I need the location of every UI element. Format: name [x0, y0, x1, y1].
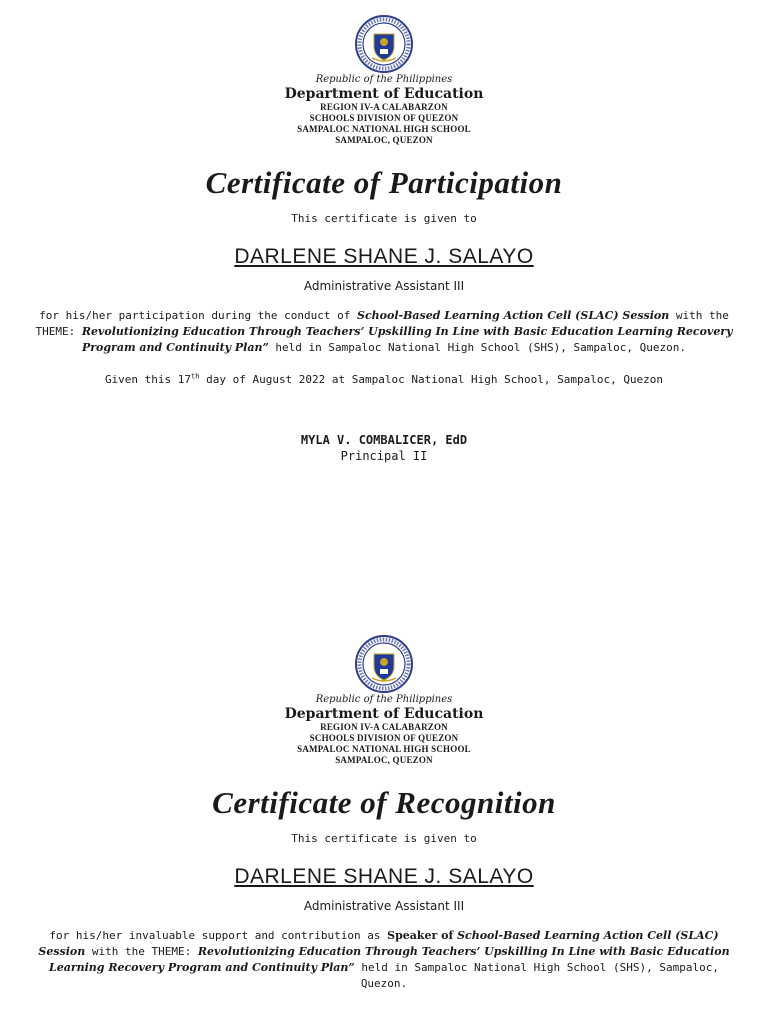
header-location: SAMPALOC, QUEZON: [335, 755, 433, 765]
header-location: SAMPALOC, QUEZON: [335, 135, 433, 145]
recipient-position: Administrative Assistant III: [303, 279, 465, 293]
certificate-recognition: [0, 634, 768, 992]
certificate-title: Certificate of Participation: [205, 165, 563, 200]
body-text-part: held in Sampaloc National High School (SHS), Sampaloc, Quezon.: [354, 961, 720, 990]
given-date: [0, 372, 768, 388]
certificate-participation: [0, 14, 768, 464]
certificate-body: [34, 308, 734, 356]
signatory-name: MYLA V. COMBALICER, EdD: [300, 433, 468, 447]
header-region: REGION IV-A CALABARZON: [320, 102, 448, 112]
header-republic: Republic of the Philippines: [315, 694, 453, 705]
session-name: School-Based Learning Action Cell (SLAC) Session: [38, 929, 719, 958]
body-text-part: for his/her invaluable support and contribution as: [49, 929, 388, 942]
header-region: REGION IV-A CALABARZON: [320, 722, 448, 732]
theme-text: Revolutionizing Education Through Teachers’ Upskilling In Line with Basic Education Learning Recovery Program and Continuity Plan”: [81, 325, 733, 354]
recipient-position: Administrative Assistant III: [303, 899, 465, 913]
body-text-part: with the THEME:: [35, 309, 729, 338]
speaker-label: Speaker of: [387, 929, 458, 942]
given-date-ordinal: th: [191, 372, 200, 381]
deped-seal-icon: [354, 14, 414, 74]
certificate-body: [34, 928, 734, 992]
header-department: Department of Education: [284, 706, 484, 722]
recipient-name: DARLENE SHANE J. SALAYO: [234, 245, 534, 268]
body-text-part: for his/her participation during the conduct of: [39, 309, 358, 322]
given-date-suffix: day of August 2022 at Sampaloc National High School, Sampaloc, Quezon: [199, 373, 664, 386]
header-school: SAMPALOC NATIONAL HIGH SCHOOL: [297, 124, 471, 134]
header-school: SAMPALOC NATIONAL HIGH SCHOOL: [297, 744, 471, 754]
body-text-part: with the THEME:: [85, 945, 198, 958]
header-division: SCHOOLS DIVISION OF QUEZON: [309, 113, 459, 123]
given-to-text: This certificate is given to: [291, 832, 477, 845]
theme-text: Revolutionizing Education Through Teachers’ Upskilling In Line with Basic Education Learning Recovery Program and Continuity Plan”: [48, 945, 730, 974]
header-department: Department of Education: [284, 86, 484, 102]
certificate-title: Certificate of Recognition: [212, 785, 556, 820]
session-name: School-Based Learning Action Cell (SLAC) Session: [357, 309, 670, 322]
header-republic: Republic of the Philippines: [315, 74, 453, 85]
given-date-prefix: Given this 17: [104, 373, 192, 386]
recipient-name: DARLENE SHANE J. SALAYO: [234, 865, 534, 888]
deped-seal-icon: [354, 634, 414, 694]
header-division: SCHOOLS DIVISION OF QUEZON: [309, 733, 459, 743]
signatory-position: Principal II: [340, 449, 428, 463]
given-to-text: This certificate is given to: [291, 212, 477, 225]
body-text-part: held in Sampaloc National High School (SHS), Sampaloc, Quezon.: [268, 341, 687, 354]
